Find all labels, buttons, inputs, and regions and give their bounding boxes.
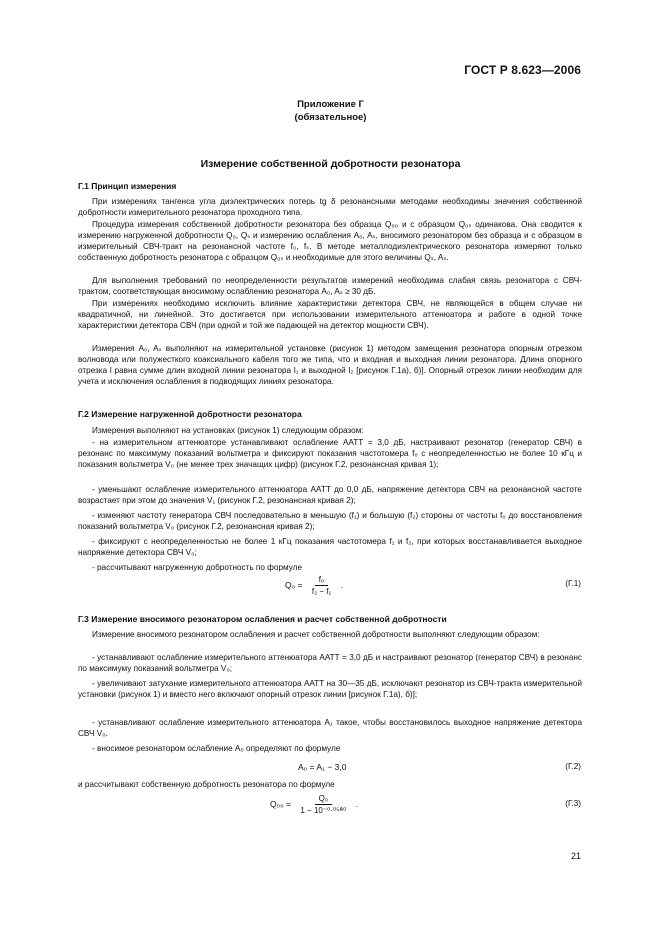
formula-g1-denominator: f₂ − f₁: [311, 587, 332, 596]
section-title: Измерение собственной добротности резонатора: [200, 158, 461, 170]
g2-step-2: - уменьшают ослабление измерительного аттенюатора AATT до 0,0 дБ, напряжение детектора СВЧ на резонансной частоте возрастает при этом до значения V₁ (рисунок Г.2, резонансная кривая 2);: [78, 485, 582, 506]
appendix-title: Приложение Г: [297, 99, 364, 110]
formula-g2: A₀ = A₁ − 3,0: [298, 762, 347, 772]
formula-g1-label: (Г.1): [565, 579, 581, 588]
g3-paragraph-1: Измерение вносимого резонатором ослабления и расчет собственной добротности выполняют следующим образом:: [92, 630, 540, 639]
g2-step-5: - рассчитывают нагруженную добротность по формуле: [92, 563, 302, 572]
formula-g3-lhs: Q₀₀ =: [270, 798, 291, 809]
formula-g1-lhs: Q₀ =: [285, 579, 303, 590]
formula-g3-fraction: [296, 794, 350, 815]
formula-g3-tail: .: [355, 798, 359, 809]
formula-g1-tail: .: [340, 579, 343, 590]
g1-paragraph-1: При измерениях тангенса угла диэлектрических потерь tg δ резонансными методами необходимы значения собственной добротности измерительного резонатора проходного типа.: [78, 197, 582, 218]
g2-step-4: - фиксируют с неопределенностью не более 1 кГц показания частотомера f₁ и f₂, при которых восстанавливается выходное напряжение детектора СВЧ V₀;: [78, 537, 582, 558]
heading-g3: Г.3 Измерение вносимого резонатором ослабления и расчет собственной добротности: [78, 614, 447, 624]
g1-paragraph-2: Процедура измерения собственной добротности резонатора без образца Q₀₀ и с образцом Q₀ₛ одинакова. Она сводится к измерению нагруженной добротности Q₀, Qₛ и измерению ослабления A₀, Aₛ, вносимого резонатором без образца и с образцом в измерительный СВЧ-тракт на резонансной частоте f₀, fₛ. В методе металлодиэлектрического резонатора измеряют только собственную добротность резонатора с образцом Q₀ₛ и необходимые для этого величины Qₛ, Aₛ.: [78, 220, 582, 263]
g3-paragraph-2: и рассчитывают собственную добротность резонатора по формуле: [78, 780, 335, 789]
g3-step-1: - устанавливают ослабление измерительного аттенюатора AATT = 3,0 дБ и настраивают резонатор (генератор СВЧ) в резонанс по максимуму показаний вольтметра V₀;: [78, 653, 582, 674]
heading-g2: Г.2 Измерение нагруженной добротности резонатора: [78, 409, 302, 419]
g3-step-2: - увеличивают затухание измерительного аттенюатора AATT на 30—35 дБ, исключают резонатор из СВЧ-тракта измерительной установки (рисунок 1) и вместо него включают опорный отрезок линии [рисунок Г.1а), б)];: [78, 679, 582, 700]
g1-paragraph-4: При измерениях необходимо исключить влияние характеристики детектора СВЧ, не являющейся в общем случае ни квадратичной, ни линейной. Это достигается при использовании измерительного аттенюатора и работе в одной точке характеристики детектора СВЧ (при одной и той же падающей на детектор мощности СВЧ).: [78, 299, 582, 331]
formula-g2-label: (Г.2): [565, 762, 581, 771]
g2-step-3: - изменяют частоту генератора СВЧ последовательно в меньшую (f₁) и большую (f₂) стороны от частоты f₀ до восстановления показаний вольтметра V₀ (рисунок Г.2, резонансная кривая 2);: [78, 511, 582, 532]
g3-step-3: - устанавливают ослабление измерительного аттенюатора A₁ такое, чтобы восстановилось выходное напряжение детектора СВЧ V₀.: [78, 718, 582, 739]
heading-g1: Г.1 Принцип измерения: [78, 181, 177, 191]
appendix-status: (обязательное): [294, 112, 367, 123]
g2-step-1: - на измерительном аттенюаторе устанавливают ослабление AATT = 3,0 дБ, настраивают резонатор (генератор СВЧ) в резонанс по максимуму показаний вольтметра и фиксируют показания частотомера f₀ с неопределенностью не более 10 кГц и показания вольтметра V₀ (не менее трех значащих цифр) (рисунок Г.2, резонансная кривая 1);: [78, 438, 582, 470]
g1-paragraph-5: Измерения A₀, Aₛ выполняют на измерительной установке (рисунок 1) методом замещения резонатора опорным отрезком волновода или полужесткого коаксиального кабеля того же типа, что и входная и выходная линии резонатора. Длина опорного отрезка l равна сумме длин входной линии резонатора l₁ и выходной l₂ [рисунок Г.1а), б)]. Опорный отрезок линии необходим для учета и исключения ослабления в подводящих линиях резонатора.: [78, 344, 582, 387]
formula-g3-label: (Г.3): [565, 799, 581, 808]
page-number: 21: [570, 851, 581, 861]
formula-g3-denominator: 1 − 10⁻⁰·⁰⁵ᴬ⁰: [300, 806, 347, 815]
formula-g3: [270, 794, 358, 815]
g2-paragraph-1: Измерения выполняют на установках (рисунок 1) следующим образом:: [92, 426, 364, 435]
formula-g1-numerator: f₀: [315, 575, 329, 586]
formula-g1-fraction: [308, 575, 335, 596]
g3-step-4: - вносимое резонатором ослабление A₀ определяют по формуле: [92, 744, 341, 753]
formula-g3-numerator: Q₀: [315, 794, 333, 805]
g1-paragraph-3: Для выполнения требований по неопределенности результатов измерений необходима слабая связь резонатора с СВЧ-трактом, соответствующая вносимому ослаблению резонатора A₀, Aₛ ≥ 30 дБ.: [78, 276, 582, 297]
formula-g1: [285, 575, 343, 596]
standard-header: ГОСТ Р 8.623—2006: [464, 63, 581, 77]
